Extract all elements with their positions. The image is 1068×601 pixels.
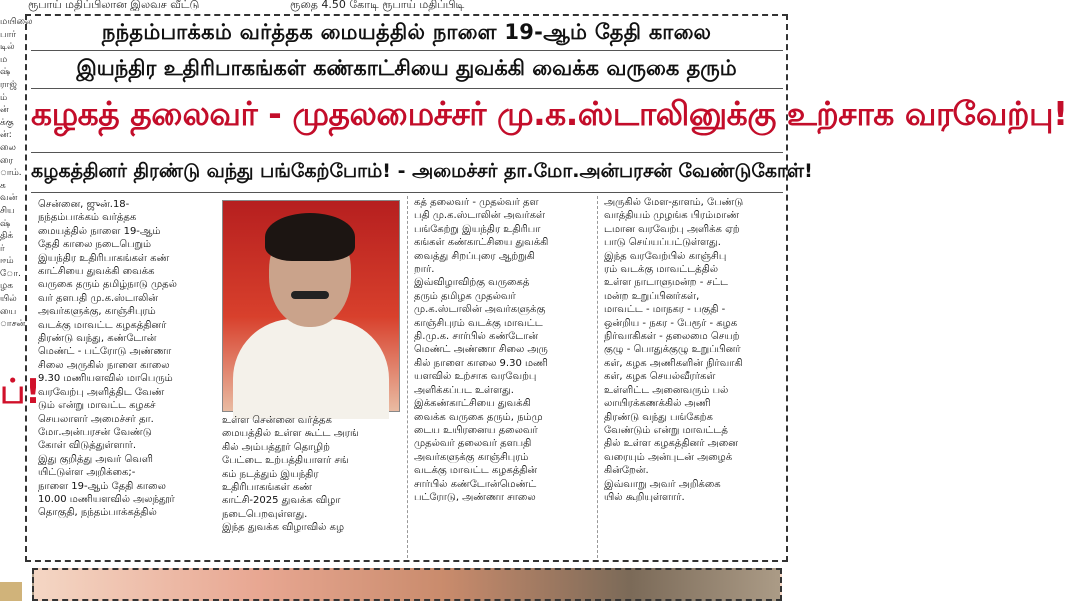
article-line: பதி மு.க.ஸ்டாலின் அவர்கள் — [414, 210, 545, 222]
article-column-1 — [38, 198, 214, 520]
photo-shirt — [233, 319, 389, 419]
article-line: தி.மு.க. சார்பில் கண்டோன் — [414, 331, 539, 343]
article-line: இந்த வரவேற்பில் காஞ்சிபு — [604, 250, 727, 262]
column-divider — [407, 196, 408, 558]
article-line: தில் உள்ள கழகத்தினர் அனை — [604, 438, 738, 450]
left-margin-fragment: ம் — [0, 92, 8, 103]
bottom-advertisement-image — [32, 568, 782, 601]
article-line: ரம் வடக்கு மாவட்டத்தில் — [604, 264, 719, 276]
left-margin-fragment: க — [0, 180, 6, 191]
article-line: மையத்தில் நாளை 19-ஆம் — [38, 225, 161, 237]
article-line: கின்றேன். — [604, 465, 649, 477]
article-line: கள், கழக அணிகளின் நிர்வாகி — [604, 357, 743, 369]
article-line: திரண்டு வந்து, கண்டோன் — [38, 333, 157, 345]
article-line: சிலை அருகில் நாளை காலை — [38, 359, 170, 371]
article-line: கங்கள் கண்காட்சியை துவக்கி — [414, 237, 549, 249]
article-line: தேதி காலை நடைபெறும் — [38, 239, 152, 251]
photo-mustache — [291, 291, 329, 299]
left-margin-fragment: ாம். — [0, 168, 22, 179]
article-line: றார். — [414, 264, 435, 276]
column-divider — [597, 196, 598, 558]
article-line: பங்கேற்று இயந்திர உதிரிபா — [414, 223, 541, 235]
article-line: உள்ள சென்னை வர்த்தக — [222, 415, 332, 426]
article-line: கள், கழக செயல்வீரர்கள் — [604, 371, 716, 383]
left-margin-fragment: ன்: — [0, 130, 12, 141]
article-line: 10.00 மணியளவில் அலந்தூர் — [38, 493, 175, 505]
article-line: கம் நடத்தும் இயந்திர — [222, 468, 319, 480]
left-margin-fragment: ராஜ் — [0, 79, 17, 90]
article-line: இது குறித்து அவர் வெளி — [38, 453, 153, 465]
article-line: பாடு செய்யப்பட்டுள்ளது. — [604, 237, 721, 249]
bottom-left-image — [0, 582, 22, 601]
article-line: வேண்டும் என்று மாவட்டத் — [604, 424, 728, 436]
article-line: தொகுதி, நந்தம்பாக்கத்தில் — [38, 507, 157, 519]
left-margin-fragment: மயிலை — [0, 17, 33, 27]
article-line: வரவேற்பு அளித்திட வேண் — [38, 386, 165, 398]
left-margin-fragment: டில் — [0, 42, 15, 53]
left-margin-fragment: ஈம் — [0, 256, 14, 267]
article-line: நிர்வாகிகள் - தலைமை செயற் — [604, 331, 740, 343]
left-margin-fragment: ஷ் — [0, 67, 11, 78]
article-line: லாயிரக்கணக்கில் அணி — [604, 398, 711, 410]
article-line: சார்பில் கண்டோன்மெண்ட் — [414, 478, 537, 490]
article-column-2 — [222, 414, 398, 535]
article-line: அருகில் மேள-தாளம், பேண்டு — [604, 197, 744, 208]
article-line: தரும் தமிழக முதல்வர் — [414, 290, 516, 302]
left-margin-fragment: திக் — [0, 231, 14, 242]
article-line: டும் என்று மாவட்ட கழகச் — [38, 400, 156, 412]
article-line: சென்னை, ஜுன்.18- — [38, 199, 130, 210]
article-line: நந்தம்பாக்கம் வர்த்தக — [38, 212, 137, 224]
top-strip-left: ரூபாய் மதிப்பிலான இலவச வீட்டு — [28, 0, 200, 11]
article-line: கில் நாளை காலை 9.30 மணி — [414, 357, 548, 369]
article-line: செயலாளர் அமைச்சர் தா. — [38, 413, 154, 425]
article-line: திரண்டு வந்து பங்கேற்க — [604, 411, 713, 423]
headline-rule — [31, 50, 783, 51]
article-line: வர் தளபதி மு.க.ஸ்டாலின் — [38, 292, 158, 304]
article-line: வடக்கு மாவட்ட கழகத்தினர் — [38, 319, 167, 331]
left-margin-fragment: ரை — [0, 155, 14, 166]
left-margin-fragment: ன் — [0, 105, 9, 116]
article-line: உதிரிபாகங்கள் கண் — [222, 482, 313, 494]
left-margin-fragment: ம — [0, 54, 8, 65]
left-margin-column — [0, 16, 41, 576]
article-line: வைக்க வருகை தரும், நம்மு — [414, 411, 543, 423]
sub-headline: கழகத்தினர் திரண்டு வந்து பங்கேற்போம்! - அமைச்சர் தா.மோ.அன்பரசன் வேண்டுகோள்! — [31, 160, 813, 182]
article-line: மு.க.ஸ்டாலின் அவர்களுக்கு — [414, 304, 546, 316]
article-line: ஒன்றிய - நகர - பேரூர் - கழக — [604, 317, 738, 329]
portrait-photo — [222, 200, 400, 412]
article-line: கில் அம்பத்தூர் தொழிற் — [222, 441, 330, 453]
left-margin-fragment: ோ. — [0, 268, 21, 279]
article-line: முதல்வர் தலைவர் தளபதி — [414, 438, 532, 450]
left-margin-text — [0, 16, 33, 331]
headline-rule — [31, 152, 783, 153]
article-line: வரையும் அன்புடன் அழைக் — [604, 451, 733, 463]
left-margin-fragment: வன் — [0, 193, 18, 204]
article-line: மாவட்ட - மாநகர - பகுதி - — [604, 304, 726, 316]
article-line: உள்ள நாடாளுமன்ற - சட்ட — [604, 277, 728, 289]
article-column-4 — [604, 196, 782, 504]
article-line: இவ்விழாவிற்கு வருகைத் — [414, 277, 530, 289]
left-margin-fragment: பார் — [0, 29, 17, 40]
left-margin-red-text: ப்! — [0, 372, 41, 412]
article-column-3 — [414, 196, 590, 504]
article-line: இந்த துவக்க விழாவில் கழ — [222, 522, 344, 534]
left-margin-fragment: லை — [0, 142, 16, 153]
article-line: டமான வரவேற்பு அளிக்க ஏற் — [604, 223, 740, 235]
left-margin-fragment: க்கு — [0, 117, 14, 128]
article-line: அவர்களுக்கு, காஞ்சிபுரம் — [38, 306, 156, 318]
headline-rule — [31, 192, 783, 193]
article-line: யிட்டுள்ள அறிக்கை;- — [38, 467, 136, 479]
article-line: 9.30 மணியளவில் மாபெரும் — [38, 373, 173, 385]
article-line: யளவில் உற்சாக வரவேற்பு — [414, 371, 537, 383]
headline-line-2: இயந்திர உதிரிபாகங்கள் கண்காட்சியை துவக்கி வைக்க வருகை தரும் — [76, 56, 737, 80]
article-line: மெண்ட் - பட்ரோடு அண்ணா — [38, 346, 172, 358]
top-strip-right: ரூதை 4.50 கோடி ரூபாய் மதிப்பிடி — [290, 0, 465, 11]
photo-hair — [265, 213, 355, 261]
left-margin-fragment: யில் — [0, 294, 17, 305]
article-line: கத் தலைவர் - முதல்வர் தள — [414, 197, 539, 208]
article-line: யில் கூறியுள்ளார். — [604, 491, 685, 503]
article-line: வருகை தரும் தமிழ்நாடு முதல் — [38, 279, 177, 291]
article-line: அளிக்கப்பட உள்ளது. — [414, 384, 514, 396]
left-margin-fragment: யை — [0, 306, 17, 317]
left-margin-fragment: ர் — [0, 243, 5, 254]
article-line: மையத்தில் உள்ள கூட்ட அரங் — [222, 428, 359, 440]
article-line: மோ.அன்பரசன் வேண்டு — [38, 426, 152, 438]
left-margin-fragment: சிய — [0, 205, 15, 216]
article-line: வடக்கு மாவட்ட கழகத்தின் — [414, 465, 538, 477]
headline-line-1: நந்தம்பாக்கம் வர்த்தக மையத்தில் நாளை 19-ஆம் தேதி காலை — [101, 20, 712, 44]
article-line: அவர்களுக்கு காஞ்சிபுரம் — [414, 451, 529, 463]
article-line: மன்ற உறுப்பினர்கள், — [604, 290, 700, 302]
article-line: வாத்தியம் முழங்க பிரம்மாண் — [604, 210, 740, 222]
article-line: இயந்திர உதிரிபாகங்கள் கண் — [38, 252, 170, 264]
article-line: நாளை 19-ஆம் தேதி காலை — [38, 480, 166, 492]
left-margin-fragment: ழக — [0, 281, 13, 292]
article-line: உள்ளிட்ட அனைவரும் பல் — [604, 384, 729, 396]
headline-rule — [31, 88, 783, 89]
top-strip — [0, 0, 800, 14]
article-line: காட்சியை துவக்கி வைக்க — [38, 266, 155, 278]
article-line: மெண்ட் அண்ணா சிலை அரு — [414, 344, 548, 356]
article-line: டைய உயிரனைய தலைவர் — [414, 424, 538, 436]
article-line: கோள் விடுத்துள்ளார். — [38, 440, 137, 452]
article-line: நடைபெறவுள்ளது. — [222, 508, 308, 520]
article-line: குழு - பொதுக்குழு உறுப்பினர் — [604, 344, 741, 356]
article-line: பட்ரோடு, அண்ணா சாலை — [414, 491, 536, 503]
left-margin-fragment: ாசன் — [0, 319, 26, 330]
article-line: வைத்து சிறப்புரை ஆற்றுகி — [414, 250, 535, 262]
article-line: காட்சி-2025 துவக்க விழா — [222, 495, 341, 507]
article-line: காஞ்சிபுரம் வடக்கு மாவட்ட — [414, 317, 543, 329]
article-line: இக்கண்காட்சியை துவக்கி — [414, 398, 531, 410]
left-margin-fragment: ஷ் — [0, 218, 11, 229]
article-line: இவ்வாறு அவர் அறிக்கை — [604, 478, 721, 490]
article-line: பேட்டை உற்பத்தியாளர் சங் — [222, 455, 349, 467]
main-headline: கழகத் தலைவர் - முதலமைச்சர் மு.க.ஸ்டாலினுக்கு உற்சாக வரவேற்பு! — [31, 94, 1068, 133]
